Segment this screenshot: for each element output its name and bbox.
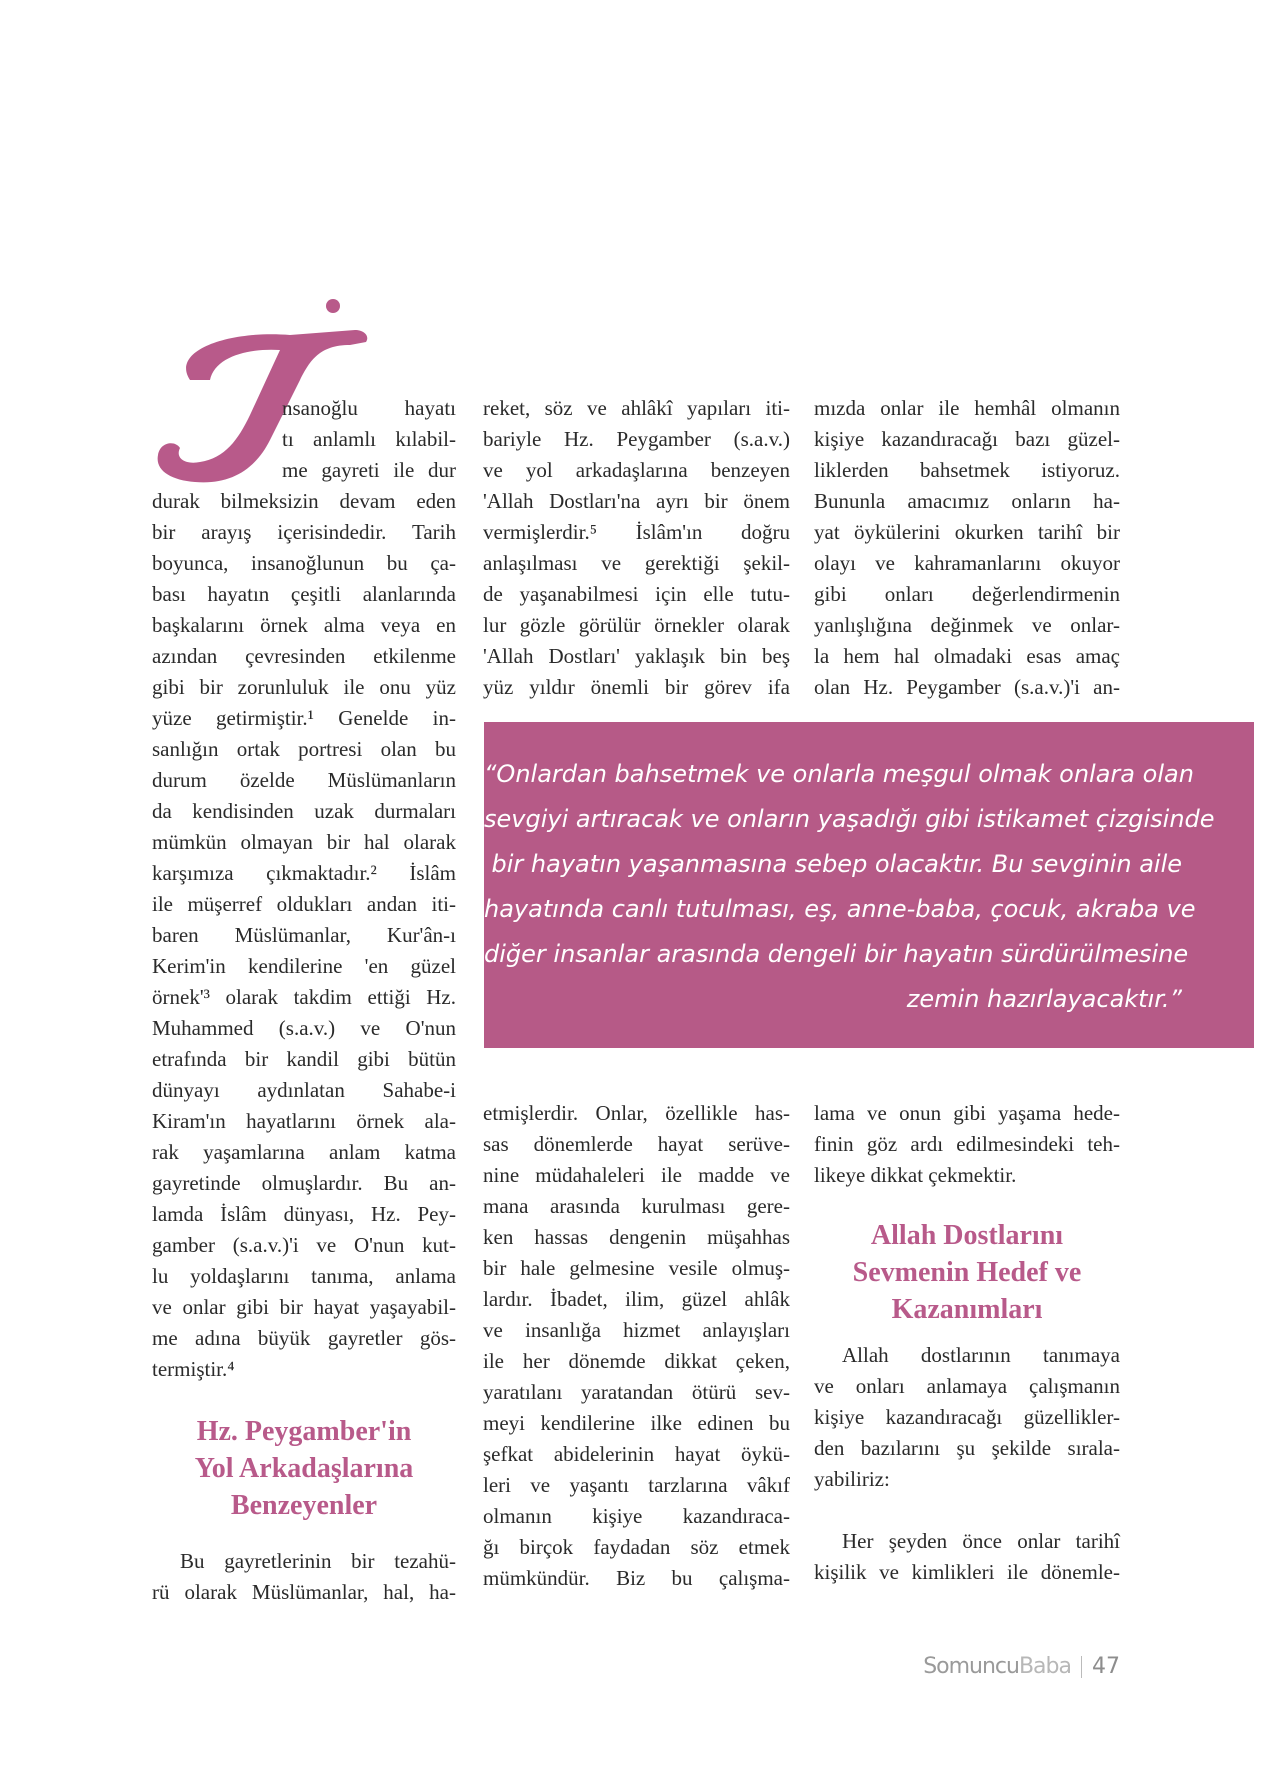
text-line: Her şeyden önce onlar tarihî: [842, 1529, 1120, 1553]
pull-quote-line: “Onlardan bahsetmek ve onlarla meşgul olmak onlara olan: [484, 760, 1194, 788]
text-line: azından çevresinden etkilenme: [152, 644, 456, 668]
text-line: ğı birçok faydadan söz etmek: [483, 1535, 790, 1559]
text-line: mümkün olmayan bir hal olarak: [152, 830, 456, 854]
text-line: boyunca, insanoğlunun bu ça-: [152, 551, 456, 575]
text-line: yüz yıldır önemli bir görev ifa: [483, 675, 790, 699]
text-line: den bazılarını şu şekilde sırala-: [814, 1436, 1120, 1460]
column-2-lower: [483, 1098, 790, 1594]
text-line: lu yoldaşlarını tanıma, anlama: [152, 1264, 456, 1288]
text-line: anlaşılması ve gerektiği şekil-: [483, 551, 790, 575]
text-line: ile müşerref oldukları andan iti-: [152, 892, 456, 916]
text-line: ve yol arkadaşlarına benzeyen: [483, 458, 790, 482]
text-line: olmanın kişiye kazandıraca-: [483, 1504, 790, 1528]
text-line: 'Allah Dostları' yaklaşık bin beş: [483, 644, 790, 668]
text-line: ile her dönemde dikkat çeken,: [483, 1349, 790, 1373]
text-line: karşımıza çıkmaktadır.² İslâm: [152, 861, 456, 885]
column-1: [152, 486, 456, 1608]
text-line: ve onlar gibi bir hayat yaşayabil-: [152, 1295, 456, 1319]
section-heading: Yol Arkadaşlarına: [194, 1453, 414, 1484]
text-line: olan Hz. Peygamber (s.a.v.)'i an-: [814, 675, 1120, 699]
text-line: Allah dostlarının tanımaya: [842, 1343, 1120, 1367]
text-line: ken hassas dengenin müşahhas: [483, 1225, 790, 1249]
text-line: me gayreti ile dur: [282, 458, 456, 482]
section-heading: Hz. Peygamber'in: [196, 1416, 412, 1447]
text-line: ve insanlığa hizmet anlayışları: [483, 1318, 790, 1342]
text-line: vermişlerdir.⁵ İslâm'ın doğru: [483, 520, 790, 544]
text-line: bir arayış içerisindedir. Tarih: [152, 520, 456, 544]
text-line: şefkat abidelerinin hayat öykü-: [483, 1442, 790, 1466]
pull-quote-line: diğer insanlar arasında dengeli bir hayatın sürdürülmesine: [484, 940, 1189, 968]
text-line: Muhammed (s.a.v.) ve O'nun: [152, 1016, 456, 1040]
text-line: yüze getirmiştir.¹ Genelde in-: [152, 706, 456, 730]
pull-quote-line: bir hayatın yaşanmasına sebep olacaktır. Bu sevginin aile: [491, 850, 1182, 878]
text-line: lama ve onun gibi yaşama hede-: [814, 1101, 1120, 1125]
text-line: ve onları anlamaya çalışmanın: [814, 1374, 1120, 1398]
text-line: etrafında bir kandil gibi bütün: [152, 1047, 456, 1071]
text-line: Kerim'in kendilerine 'en güzel: [152, 954, 456, 978]
pull-quote-box: [484, 722, 1254, 1048]
text-line: termiştir.⁴: [152, 1357, 235, 1381]
column-3-lower: [814, 1098, 1120, 1588]
text-line: bir hale gelmesine vesile olmuş-: [483, 1256, 790, 1280]
text-line: tı anlamlı kılabil-: [282, 427, 456, 451]
text-line: bariyle Hz. Peygamber (s.a.v.): [483, 427, 790, 451]
text-line: gibi onları değerlendirmenin: [814, 582, 1120, 606]
text-line: da kendisinden uzak durmaları: [152, 799, 456, 823]
text-line: sas dönemlerde hayat serüve-: [483, 1132, 790, 1156]
text-line: lardır. İbadet, ilim, güzel ahlâk: [483, 1287, 790, 1311]
text-line: başkalarını örnek alma veya en: [152, 613, 456, 637]
section-heading: Kazanımları: [891, 1294, 1043, 1325]
section-heading: Sevmenin Hedef ve: [852, 1257, 1082, 1288]
text-line: baren Müslümanlar, Kur'ân-ı: [152, 923, 456, 947]
pull-quote-line: zemin hazırlayacaktır.”: [906, 985, 1182, 1013]
text-line: liklerden bahsetmek istiyoruz.: [814, 458, 1120, 482]
page-footer: [923, 1654, 1120, 1679]
text-line: leri ve yaşantı tarzlarına vâkıf: [483, 1473, 790, 1497]
text-line: yanlışlığına değinmek ve onlar-: [814, 613, 1120, 637]
text-line: 'Allah Dostları'na ayrı bir önem: [483, 489, 790, 513]
column-2-upper: [483, 393, 790, 703]
text-line: meyi kendilerine ilke edinen bu: [483, 1411, 790, 1435]
pull-quote-line: sevgiyi artıracak ve onların yaşadığı gibi istikamet çizgisinde: [484, 805, 1215, 833]
text-line: nine müdahaleleri ile madde ve: [483, 1163, 790, 1187]
text-line: yaratılanı yaratandan ötürü sev-: [483, 1380, 790, 1404]
column-1-upper: [282, 393, 456, 486]
text-line: Bu gayretlerinin bir tezahü-: [180, 1549, 456, 1573]
text-line: Kiram'ın hayatlarını örnek ala-: [152, 1109, 456, 1133]
text-line: olayı ve kahramanlarını okuyor: [814, 551, 1120, 575]
text-line: dünyayı aydınlatan Sahabe-i: [152, 1078, 456, 1102]
text-line: likeye dikkat çekmektir.: [814, 1163, 1017, 1187]
text-line: mümkündür. Biz bu çalışma-: [483, 1566, 790, 1590]
text-line: me adına büyük gayretler gös-: [152, 1326, 456, 1350]
page-number: 47: [1092, 1654, 1120, 1679]
footer-divider: [1081, 1656, 1082, 1678]
text-line: lur gözle görülür örnekler olarak: [483, 613, 790, 637]
text-line: kişilik ve kimlikleri ile dönemle-: [814, 1560, 1120, 1584]
text-line: mızda onlar ile hemhâl olmanın: [814, 396, 1120, 420]
text-line: lamda İslâm dünyası, Hz. Pey-: [152, 1202, 456, 1226]
text-line: la hem hal olmadaki esas amaç: [814, 644, 1120, 668]
text-line: mana arasında kurulması gere-: [483, 1194, 790, 1218]
text-line: yabiliriz:: [814, 1467, 890, 1491]
text-line: durak bilmeksizin devam eden: [152, 489, 456, 513]
section-heading: Benzeyenler: [230, 1490, 378, 1521]
text-line: gibi bir zorunluluk ile onu yüz: [152, 675, 456, 699]
text-line: kişiye kazandıracağı bazı güzel-: [814, 427, 1120, 451]
text-line: durum özelde Müslümanların: [152, 768, 456, 792]
text-line: sanlığın ortak portresi olan bu: [152, 737, 456, 761]
text-line: reket, söz ve ahlâkî yapıları iti-: [483, 396, 790, 420]
brand-name-part-1: Somuncu: [923, 1654, 1019, 1679]
text-line: etmişlerdir. Onlar, özellikle has-: [483, 1101, 790, 1125]
pull-quote-line: hayatında canlı tutulması, eş, anne-baba, çocuk, akraba ve: [484, 895, 1196, 923]
text-line: de yaşanabilmesi için elle tutu-: [483, 582, 790, 606]
text-line: Bununla amacımız onların ha-: [814, 489, 1120, 513]
text-line: gamber (s.a.v.)'i ve O'nun kut-: [152, 1233, 456, 1257]
text-line: örnek'³ olarak takdim ettiği Hz.: [152, 985, 456, 1009]
text-line: yat öykülerini okurken tarihî bir: [814, 520, 1120, 544]
text-line: nsanoğlu hayatı: [282, 396, 456, 420]
text-line: gayretinde olmuşlardır. Bu an-: [152, 1171, 456, 1195]
brand-name-part-2: Baba: [1018, 1654, 1071, 1679]
text-line: kişiye kazandıracağı güzellikler-: [814, 1405, 1120, 1429]
column-3-upper: [814, 393, 1120, 703]
text-line: rü olarak Müslümanlar, hal, ha-: [152, 1580, 456, 1604]
text-line: bası hayatın çeşitli alanlarında: [152, 582, 456, 606]
section-heading: Allah Dostlarını: [870, 1220, 1064, 1251]
text-line: finin göz ardı edilmesindeki teh-: [814, 1132, 1120, 1156]
text-line: rak yaşamlarına anlam katma: [152, 1140, 456, 1164]
